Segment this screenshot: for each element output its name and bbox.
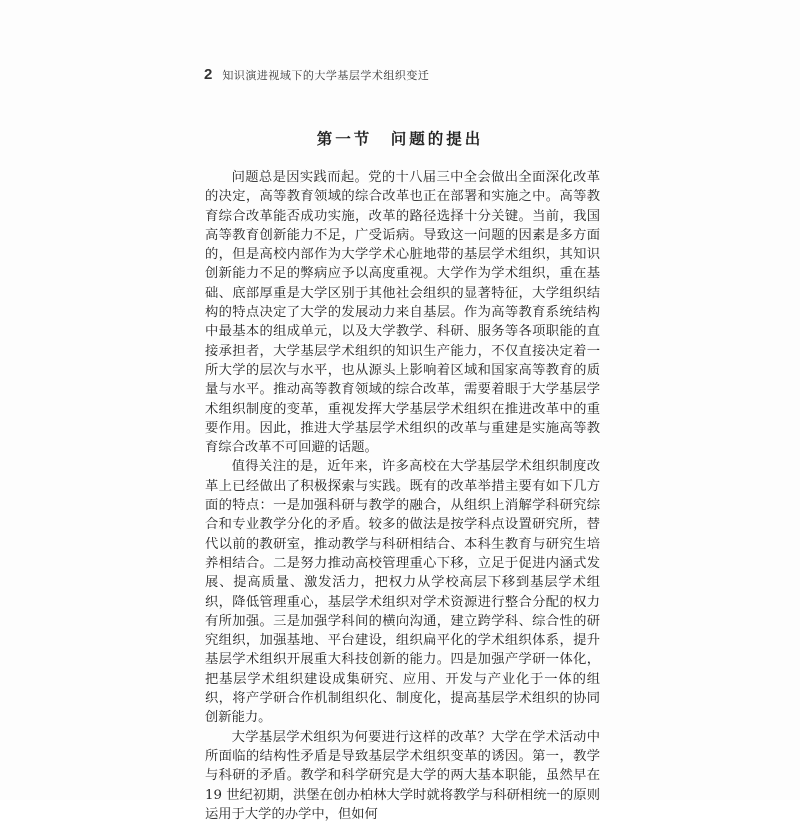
page-number: 2 [204,66,213,83]
running-header [204,66,429,83]
running-title: 知识演进视域下的大学基层学术组织变迁 [222,70,430,82]
section-title: 第一节 问题的提出 [316,129,484,148]
body-text [205,168,600,824]
paragraph: 问题总是因实践而起。党的十八届三中全会做出全面深化改革的决定，高等教育领域的综合改革也正在部署和实施之中。高等教育综合改革能否成功实施，改革的路径选择十分关键。当前，我国高等教育创新能力不足，广受诟病。导致这一问题的因素是多方面的，但是高校内部作为大学学术心脏地带的基层学术组织，其知识创新能力不足的弊病应予以高度重视。大学作为学术组织，重在基础、底部厚重是大学区别于其他社会组织的显著特征，大学组织结构的特点决定了大学的发展动力来自基层。作为高等教育系统结构中最基本的组成单元，以及大学教学、科研、服务等各项职能的直接承担者，大学基层学术组织的知识生产能力，不仅直接决定着一所大学的层次与水平，也从源头上影响着区域和国家高等教育的质量与水平。推动高等教育领域的综合改革，需要着眼于大学基层学术组织制度的变革，重视发挥大学基层学术组织在推进改革中的重要作用。因此，推进大学基层学术组织的改革与重建是实施高等教育综合改革不可回避的话题。 [205,170,600,456]
paragraph: 值得关注的是，近年来，许多高校在大学基层学术组织制度改革上已经做出了积极探索与实践。既有的改革举措主要有如下几方面的特点：一是加强科研与教学的融合，从组织上消解学科研究综合和专业教学分化的矛盾。较多的做法是按学科点设置研究所，替代以前的教研室，推动教学与科研相结合、本科生教育与研究生培养相结合。二是努力推动高校管理重心下移，立足于促进内涵式发展、提高质量、激发活力，把权力从学校高层下移到基层学术组织，降低管理重心，基层学术组织对学术资源进行整合分配的权力有所加强。三是加强学科间的横向沟通，建立跨学科、综合性的研究组织，加强基地、平台建设，组织扁平化的学术组织体系，提升基层学术组织开展重大科技创新的能力。四是加强产学研一体化，把基层学术组织建设成集研究、应用、开发与产业化于一体的组织，将产学研合作机制组织化、制度化，提高基层学术组织的协同创新能力。 [205,459,600,726]
paragraph: 大学基层学术组织为何要进行这样的改革？大学在学术活动中所面临的结构性矛盾是导致基层学术组织变革的诱因。第一，教学与科研的矛盾。教学和科学研究是大学的两大基本职能，虽然早在 19 世纪初期，洪堡在创办柏林大学时就将教学与科研相统一的原则运用于大学的办学中，但如何 [205,729,600,822]
